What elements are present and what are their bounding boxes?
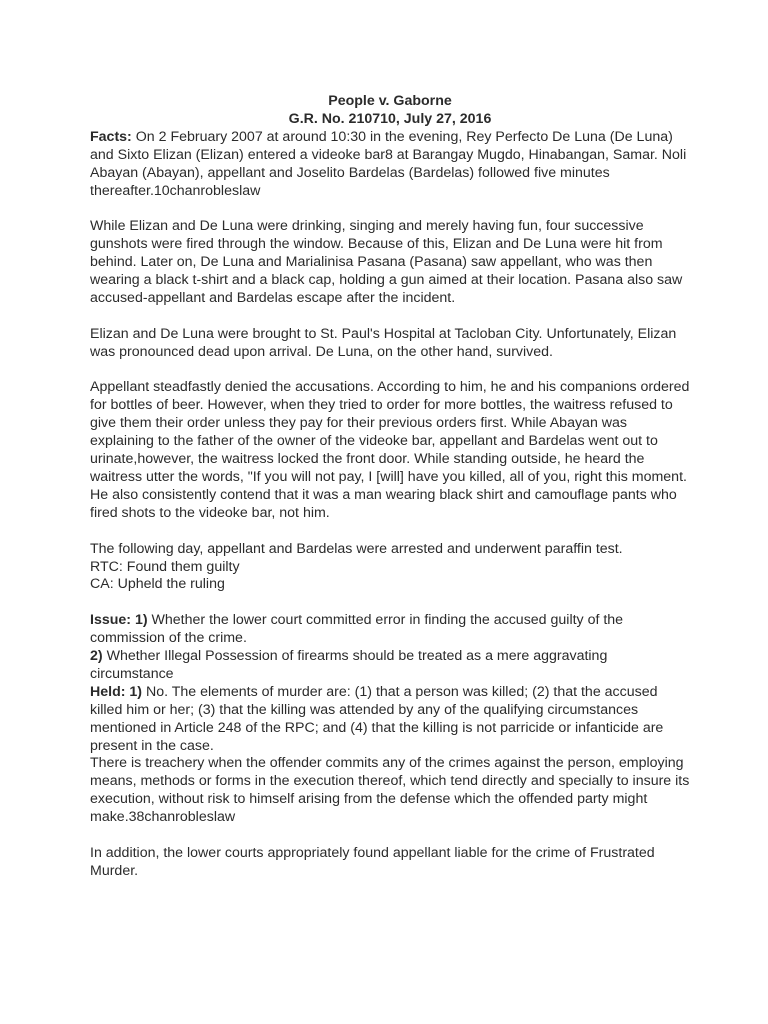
issue-1 xyxy=(90,612,690,648)
facts-paragraph-5: The following day, appellant and Bardelas were arrested and underwent paraffin test. xyxy=(90,540,623,557)
facts-paragraph-2: While Elizan and De Luna were drinking, singing and merely having fun, four successive gunshots were fired through the window. Because of this, Elizan and De Luna were hit from behind. Later on, De Luna and Marialinisa Pasana (Pasana) saw appellant, who was then wearing a black t-shirt and a black cap, holding a gun aimed at their location. Pasana also saw accused-appellant and Bardelas escape after the incident. xyxy=(90,218,683,306)
case-citation: G.R. No. 210710, July 27, 2016 xyxy=(288,110,492,127)
issue-2-label: 2) xyxy=(90,648,103,665)
facts-text-1: On 2 February 2007 at around 10:30 in the evening, Rey Perfecto De Luna (De Luna) and Sixto Elizan (Elizan) entered a videoke bar8 at Barangay Mugdo, Hinabangan, Samar. Noli Abayan (Abayan), appellant and Joselito Bardelas (Bardelas) followed five minutes thereafter.10chanrobleslaw xyxy=(90,128,687,199)
document-page xyxy=(90,93,690,881)
facts-label: Facts: xyxy=(90,128,132,145)
issue-1-text: Whether the lower court committed error in finding the accused guilty of the commission of the crime. xyxy=(90,612,624,647)
ca-ruling: CA: Upheld the ruling xyxy=(90,576,225,593)
issue-2 xyxy=(90,648,690,684)
facts-paragraph-1 xyxy=(90,129,690,201)
title-block xyxy=(90,93,690,129)
treachery-paragraph: There is treachery when the offender commits any of the crimes against the person, employing means, methods or forms in the execution thereof, which tend directly and specially to insure its execution, without risk to himself arising from the defense which the offended party might make.38chanrobleslaw xyxy=(90,755,690,826)
issue-2-text: Whether Illegal Possession of firearms should be treated as a mere aggravating circumstance xyxy=(90,648,608,682)
rtc-ruling: RTC: Found them guilty xyxy=(90,558,240,575)
addition-paragraph: In addition, the lower courts appropriately found appellant liable for the crime of Frustrated Murder. xyxy=(90,844,655,879)
held-1-text: No. The elements of murder are: (1) that a person was killed; (2) that the accused killed him or her; (3) that the killing was attended by any of the qualifying circumstances mentioned in Article 248 of the RPC; and (4) that the killing is not parricide or infanticide are present in the case. xyxy=(90,683,664,754)
held-label: Held: 1) xyxy=(90,683,143,700)
facts-paragraph-3: Elizan and De Luna were brought to St. Paul's Hospital at Tacloban City. Unfortunately, Elizan was pronounced dead upon arrival. De Luna, on the other hand, survived. xyxy=(90,325,677,360)
case-title: People v. Gaborne xyxy=(328,93,452,109)
held-1 xyxy=(90,684,690,756)
issue-label: Issue: 1) xyxy=(90,612,148,629)
facts-paragraph-4: Appellant steadfastly denied the accusations. According to him, he and his companions ordered for bottles of beer. However, when they tried to order for more bottles, the waitress refused to give them their order unless they pay for their previous orders first. While Abayan was explaining to the father of the owner of the videoke bar, appellant and Bardelas went out to urinate,however, the waitress locked the front door. While standing outside, he heard the waitress utter the words, "If you will not pay, I [will] have you killed, all of you, right this moment. He also consistently contend that it was a man wearing black shirt and camouflage pants who fired shots to the videoke bar, not him. xyxy=(90,379,690,521)
